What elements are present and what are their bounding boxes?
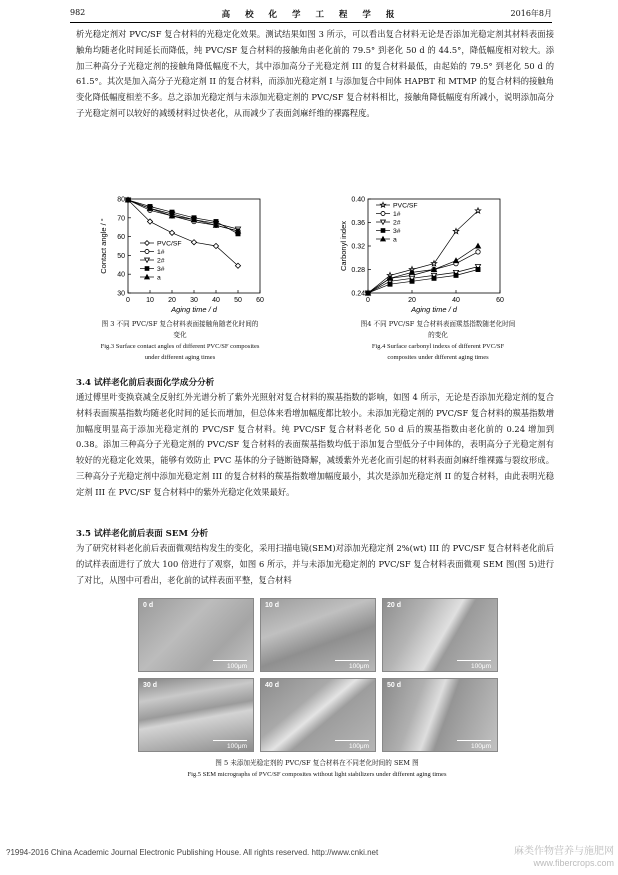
legend-label: 1# [393, 211, 401, 218]
data-point [191, 240, 196, 245]
y-tick-label: 60 [117, 234, 125, 242]
legend-label: 1# [157, 249, 165, 256]
x-tick-label: 60 [256, 297, 264, 304]
scale-bar [457, 740, 491, 741]
section-3-4-heading: 3.4 试样老化前后表面化学成分分析 [76, 378, 215, 388]
paragraph-sem: 为了研究材料老化前后表面微观结构发生的变化，采用扫描电镜(SEM)对添加光稳定剂 2%(wt) III 的 PVC/SF 复合材料老化前后的试样表面进行了放大 100 倍进行了观察，如图 6 所示，并与未添加光稳定剂的 PVC/SF 复合材料表面微观 SEM 图(图 5)进行了对比，从图中可看出，老化前的试样表面平整，复合材料 [76, 543, 554, 585]
legend-label: 3# [393, 228, 401, 235]
data-point [431, 261, 436, 266]
data-point [410, 279, 414, 283]
data-point [475, 243, 480, 248]
page-number: 982 [70, 8, 86, 17]
scale-label: 100μm [348, 663, 369, 670]
fig3-caption-cn: 图 3 不同 PVC/SF 复合材料表面接触角随老化时间的变化 [101, 320, 259, 339]
x-axis-label: Aging time / d [411, 305, 457, 314]
legend-label: PVC/SF [393, 202, 418, 210]
y-tick-label: 0.28 [351, 267, 365, 274]
watermark-text: 麻类作物营养与施肥网 [514, 846, 614, 857]
sem-panel [260, 598, 376, 672]
x-tick-label: 40 [452, 297, 460, 304]
x-tick-label: 10 [146, 297, 154, 304]
sem-panel [138, 678, 254, 752]
data-point [476, 250, 480, 254]
section-3-5-heading: 3.5 试样老化前后表面 SEM 分析 [76, 529, 209, 539]
y-tick-label: 0.40 [351, 196, 365, 204]
x-tick-label: 60 [496, 297, 504, 304]
series-1# [126, 198, 240, 233]
fig4-caption-cn: 图4 不同 PVC/SF 复合材料表面羰基指数随老化时间的变化 [360, 320, 516, 339]
data-point [145, 241, 150, 246]
fig5-caption-cn: 图 5 未添加光稳定剂的 PVC/SF 复合材料在不同老化时间的 SEM 图 [215, 759, 419, 767]
sem-panel-label: 50 d [387, 682, 402, 689]
paragraph-contact-angle: 析光稳定剂对 PVC/SF 复合材料的光稳定化效果。测试结果如图 3 所示，可以看出复合材料无论是否添加光稳定剂其材料表面接触角均随老化时间延长而降低，纯 PVC/SF 复合材料的接触角由老化前的 79.5° 到老化 50 d 的 44.5°，降低幅度相对较大。添加三种高分子光稳定剂的接触角降低幅度不大，其中添加高分子光稳定剂 III 的复合材料最低，由起始的 79.5° 到老化 50 d 的 61.5°。其次是加入高分子光稳定剂 II 的复合材料，而添加光稳定剂 I 与添加复合中间体 HAPBT 和 MTMP 的复合材料的接触角变化降低幅度相差不多。总之添加光稳定剂与未添加光稳定剂的 PVC/SF 复合材料相比，接触角降低幅度有所减小，说明添加高分子光稳定剂可以较好的减缓材料过快老化，从而减少了表面剑麻纤维的裸露程度。 [76, 29, 554, 118]
sem-panel-label: 40 d [265, 682, 280, 689]
data-point [476, 267, 480, 271]
scale-bar [213, 660, 247, 661]
scale-label: 100μm [226, 663, 247, 670]
x-tick-label: 40 [212, 297, 220, 304]
legend [140, 241, 182, 282]
series-line [368, 270, 478, 294]
legend-label: a [157, 274, 161, 282]
data-point [145, 249, 149, 253]
y-tick-label: 0.24 [351, 290, 365, 298]
y-tick-label: 70 [117, 215, 125, 223]
x-tick-label: 20 [168, 297, 176, 304]
y-tick-label: 50 [117, 252, 125, 260]
sem-micrograph-grid [138, 598, 496, 753]
data-point [381, 202, 386, 207]
fig4-caption [358, 319, 518, 363]
legend-label: 2# [393, 219, 401, 227]
sem-panel-label: 20 d [387, 602, 402, 609]
scale-label: 100μm [348, 743, 369, 750]
y-tick-label: 40 [117, 271, 125, 279]
scale-bar [335, 660, 369, 661]
x-tick-label: 20 [408, 297, 416, 304]
fig4-svg [330, 195, 510, 320]
sem-panel [260, 678, 376, 752]
scale-bar [213, 740, 247, 741]
y-tick-label: 80 [117, 196, 125, 204]
series-1# [366, 250, 480, 296]
x-tick-label: 50 [234, 297, 242, 304]
fig3-caption [100, 319, 260, 363]
y-tick-label: 0.36 [351, 220, 365, 227]
x-tick-label: 30 [190, 297, 198, 304]
paragraph-carbonyl: 通过傅里叶变换衰减全反射红外光谱分析了紫外光照射对复合材料的羰基指数的影响，如图 4 所示，无论是否添加光稳定剂的复合材料表面羰基指数均随老化时间的延长而增加，但总体来看增加幅度都比较小。未添加光稳定剂的 PVC/SF 复合材料的羰基指数增加幅度明显高于添加光稳定剂的 PVC/SF 复合材料。纯 PVC/SF 复合材料老化 50 d 后的羰基指数由老化前的 0.24 增加到 0.38。添加三种高分子光稳定剂的 PVC/SF 复合材料的表面羰基指数均低于添加复合型低分子中间体的，表明高分子光稳定剂有较好的光稳定化效果，能够有效防止 PVC 基体的分子链断链降解，减缓紫外光老化而引起的材料表面剑麻纤维裸露与裂纹形成。三种高分子光稳定剂中添加光稳定剂 III 的复合材料的羰基指数增加幅度最小，其次是添加光稳定剂 II 的复合材料，由此表明光稳定剂 III 在 PVC/SF 复合材料中的紫外光稳定化效果最好。 [76, 392, 554, 497]
data-point [381, 229, 385, 233]
fig5-caption [90, 758, 544, 780]
sem-panel [382, 598, 498, 672]
legend-label: 2# [157, 257, 165, 265]
y-tick-label: 0.32 [351, 243, 365, 251]
data-point [432, 276, 436, 280]
scale-label: 100μm [226, 743, 247, 750]
data-point [145, 267, 149, 271]
fig3-svg [90, 195, 270, 320]
y-tick-label: 30 [117, 290, 125, 298]
legend [376, 202, 418, 243]
legend-label: PVC/SF [157, 240, 182, 248]
header-rule [70, 22, 552, 23]
series-line [128, 200, 238, 266]
data-point [388, 282, 392, 286]
x-axis-label: Aging time / d [171, 305, 217, 314]
fig4-caption-en: Fig.4 Surface carbonyl indexs of different PVC/SF composites under different aging times [371, 343, 505, 361]
sem-panel-label: 0 d [143, 602, 154, 609]
journal-title: 高 校 化 学 工 程 学 报 [221, 10, 401, 20]
series-PVC/SF [125, 197, 240, 268]
scale-label: 100μm [470, 743, 491, 750]
series-line [368, 246, 478, 293]
fig4-chart [330, 195, 510, 320]
series-line [368, 211, 478, 293]
x-tick-label: 0 [366, 297, 370, 304]
data-point [169, 230, 174, 235]
sem-panel [138, 598, 254, 672]
scale-bar [457, 660, 491, 661]
fig3-caption-en: Fig.3 Surface contact angles of different PVC/SF composites under different aging times [100, 343, 260, 361]
data-point [454, 273, 458, 277]
sem-panel-label: 30 d [143, 682, 158, 689]
legend-label: 3# [157, 266, 165, 273]
legend-label: a [393, 236, 397, 244]
scale-bar [335, 740, 369, 741]
y-axis-label: Contact angle / ° [99, 218, 108, 274]
sem-panel-label: 10 d [265, 602, 280, 609]
scale-label: 100μm [470, 663, 491, 670]
series-line [368, 252, 478, 293]
data-point [381, 211, 385, 215]
sem-panel [382, 678, 498, 752]
copyright-footer: ?1994-2016 China Academic Journal Electronic Publishing House. All rights reserved. http://www.cnki.net [6, 848, 379, 857]
x-tick-label: 0 [126, 297, 130, 304]
page-header [70, 8, 552, 22]
watermark-url: www.fibercrops.com [533, 858, 614, 868]
y-axis-label: Carbonyl index [339, 220, 348, 272]
fig3-chart [90, 195, 270, 320]
fig5-caption-en: Fig.5 SEM micrographs of PVC/SF composites without light stabilizers under different aging times [187, 771, 447, 778]
data-point [453, 258, 458, 263]
issue-date: 2016年8月 [510, 9, 552, 18]
